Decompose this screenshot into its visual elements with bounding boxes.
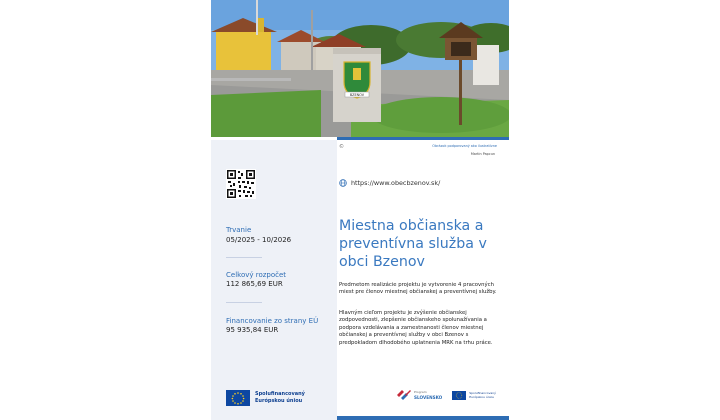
meta-divider: [226, 257, 262, 258]
project-photo: [211, 0, 509, 137]
duration-value: 05/2025 - 10/2026: [226, 236, 292, 244]
project-description-2: Hlavným cieľom projektu je zvýšenie občianskej zodpovednosti, zlepšenie občianskeho spolunažívania a podpora vzdelávania a zamestnanosti členov miestnej občianskej a preventívnej služby v obci Bzenov s predpokladom dlhodobého uplatnenia MRK na trhu práce.: [339, 310, 493, 346]
slovensko-program-icon: [397, 390, 411, 400]
program-slovensko-logo: [397, 390, 442, 400]
eu-cofunded-logo: [226, 390, 311, 406]
eu-flag-small-icon: [452, 391, 466, 400]
photo-caption: Obrázok podporovaný ako ilustratívne: [432, 144, 497, 148]
project-description-1: Predmetom realizácie projektu je vytvorenie 4 pracovných miest pre členov miestnej občianskej a preventívnej služby.: [339, 282, 497, 296]
photo-author: Martin Papcun: [470, 152, 495, 156]
qr-code-icon[interactable]: [226, 169, 256, 199]
website-url[interactable]: https://www.obecbzenov.sk/: [351, 179, 441, 187]
eu-cofunded-text: Spolufinancovaný Európskou úniou: [255, 391, 305, 404]
project-info-panel: [211, 140, 337, 420]
project-title: Miestna občianska a preventívna služba v obci Bzenov: [339, 218, 487, 270]
budget-value: 112 865,69 EUR: [226, 280, 283, 288]
partner-logos: [397, 390, 497, 400]
copyright-icon: ©: [339, 144, 344, 150]
eu-funding-label: Financovanie zo strany EÚ: [226, 317, 319, 325]
program-small-label: Program: [414, 390, 427, 394]
bottom-accent-bar: [337, 416, 509, 420]
globe-icon: [339, 179, 347, 187]
program-name: SLOVENSKO: [414, 395, 443, 400]
poster: [211, 0, 509, 420]
eu-funding-value: 95 935,84 EUR: [226, 326, 279, 334]
meta-divider: [226, 302, 262, 303]
eu-cofunded-small-text: Spolufinancovaný Európskou úniou: [469, 391, 496, 399]
website-link[interactable]: [339, 179, 440, 187]
emblem-ribbon-text: BZENOV: [349, 93, 365, 97]
eu-cofunded-small-logo: [452, 391, 497, 400]
budget-label: Celkový rozpočet: [226, 271, 287, 279]
duration-label: Trvanie: [226, 226, 252, 234]
project-details: [337, 140, 509, 420]
village-photo-illustration: [211, 0, 509, 137]
eu-flag-icon: [226, 390, 250, 406]
